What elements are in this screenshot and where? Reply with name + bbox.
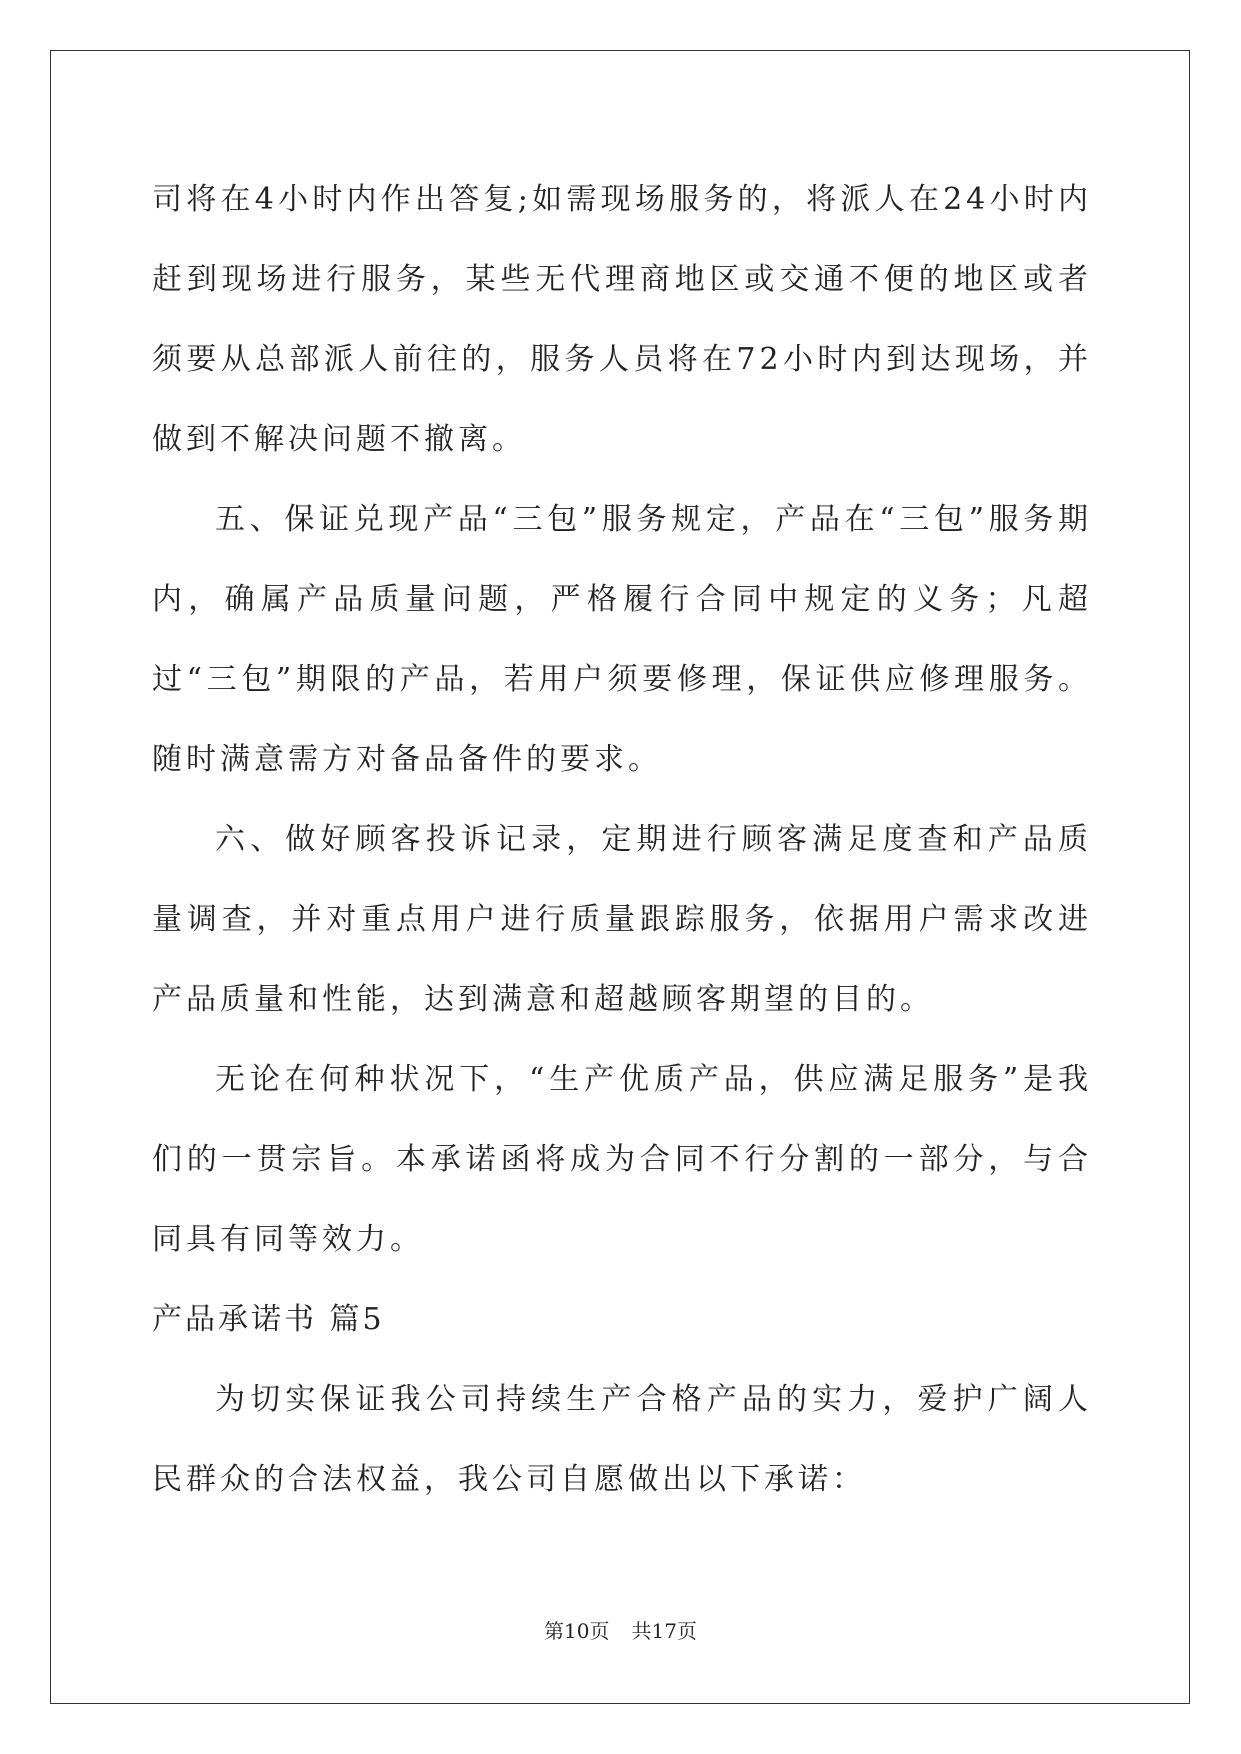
paragraph-5: 为切实保证我公司持续生产合格产品的实力，爱护广阔人民群众的合法权益，我公司自愿做出以下承诺：	[152, 1382, 1092, 1497]
paragraph-2: 五、保证兑现产品“三包”服务规定，产品在“三包”服务期内，确属产品质量问题，严格履行合同中规定的义务；凡超过“三包”期限的产品，若用户须要修理，保证供应修理服务。随时满意需方对备品备件的要求。	[152, 502, 1092, 777]
paragraph-1: 司将在4小时内作出答复;如需现场服务的，将派人在24小时内赶到现场进行服务，某些无代理商地区或交通不便的地区或者须要从总部派人前往的，服务人员将在72小时内到达现场，并做到不解决问题不撤离。	[152, 182, 1092, 457]
paragraph-3: 六、做好顾客投诉记录，定期进行顾客满足度查和产品质量调查，并对重点用户进行质量跟踪服务，依据用户需求改进产品质量和性能，达到满意和超越顾客期望的目的。	[152, 822, 1092, 1017]
page-number: 第10页	[544, 1619, 610, 1643]
paragraph-4: 无论在何种状况下，“生产优质产品，供应满足服务”是我们的一贯宗旨。本承诺函将成为合同不行分割的一部分，与合同具有同等效力。	[152, 1062, 1092, 1257]
document-body	[152, 160, 1092, 1520]
section-heading: 产品承诺书 篇5	[152, 1302, 385, 1337]
page-footer	[0, 1616, 1241, 1646]
page-total: 共17页	[631, 1619, 697, 1643]
